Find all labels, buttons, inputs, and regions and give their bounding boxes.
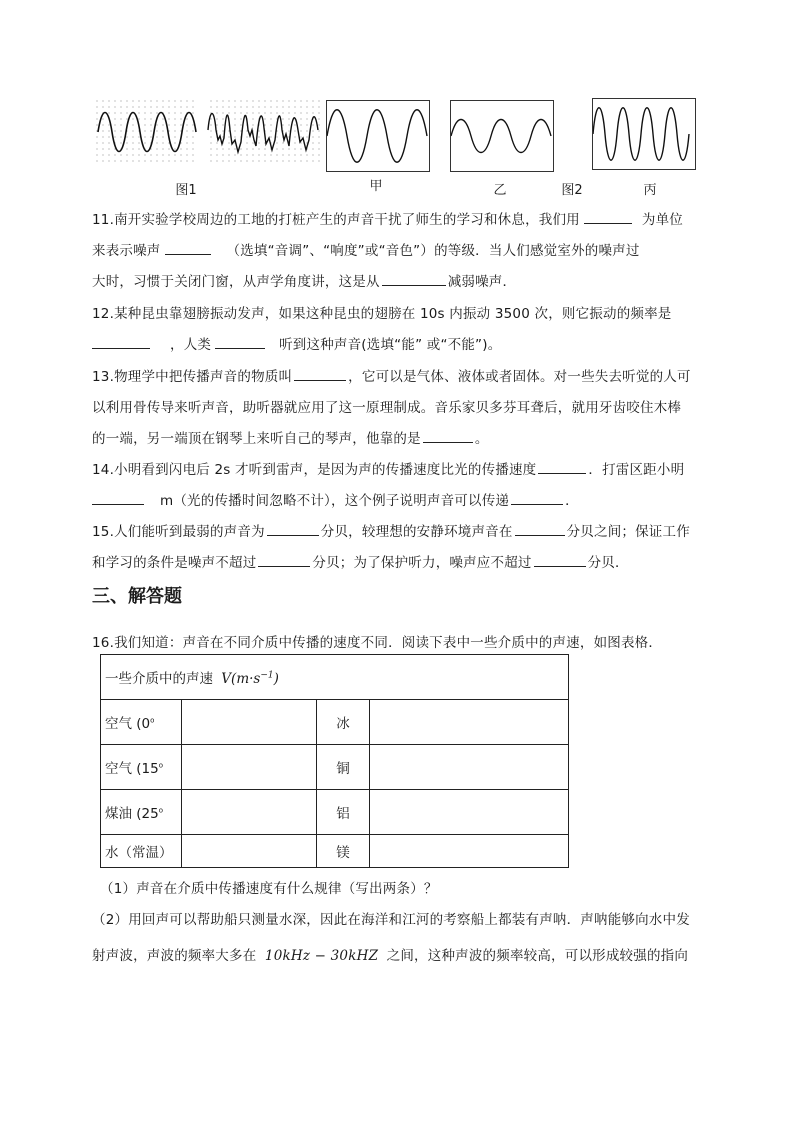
q12-line-1: 12.某种昆虫靠翅膀振动发声，如果这种昆虫的翅膀在 10s 内振动 3500 次，则它振动的频率是 bbox=[92, 306, 672, 322]
q12-line-2: ，人类 听到这种声音(选填“能” 或“不能”)。 bbox=[92, 333, 501, 353]
medium-cell: 铝 bbox=[317, 790, 370, 835]
q14-line-1: 14.小明看到闪电后 2s 才听到雷声，是因为声的传播速度比光的传播速度 ．打雷区距小明 bbox=[92, 458, 684, 478]
value-cell bbox=[182, 700, 317, 745]
q13-blank-1[interactable] bbox=[294, 366, 346, 381]
medium-cell: 空气 (15$^o$ bbox=[101, 745, 182, 790]
q11-blank-2[interactable] bbox=[165, 240, 211, 255]
q16-sub2-line-1: （2）用回声可以帮助船只测量水深，因此在海洋和江河的考察船上都装有声呐．声呐能够向水中发 bbox=[92, 912, 690, 928]
q14-line-2: m（光的传播时间忽略不计），这个例子说明声音可以传递 ． bbox=[92, 489, 579, 509]
value-cell bbox=[370, 790, 569, 835]
figure-yi-frame bbox=[450, 100, 554, 172]
value-cell bbox=[182, 835, 317, 868]
q14-blank-1[interactable] bbox=[538, 459, 586, 474]
medium-cell: 冰 bbox=[317, 700, 370, 745]
q13-blank-2[interactable] bbox=[423, 428, 473, 443]
bing-waveform bbox=[593, 99, 695, 169]
table-row bbox=[101, 790, 569, 835]
figure-bing-frame bbox=[592, 98, 696, 170]
yi-waveform bbox=[451, 101, 553, 171]
q11-line-2: 来表示噪声 （选填“音调”、“响度”或“音色”）的等级．当人们感觉室外的噪声过 bbox=[92, 239, 640, 259]
q15-blank-1[interactable] bbox=[267, 521, 319, 536]
value-cell bbox=[182, 745, 317, 790]
value-cell bbox=[370, 835, 569, 868]
q16-sub1: （1）声音在介质中传播速度有什么规律（写出两条）？ bbox=[100, 881, 438, 897]
q14-blank-2[interactable] bbox=[92, 490, 144, 505]
q15-blank-4[interactable] bbox=[534, 552, 586, 567]
sound-speed-table bbox=[100, 654, 569, 868]
jia-waveform bbox=[327, 101, 429, 171]
medium-cell: 煤油 (25$^o$ bbox=[101, 790, 182, 835]
figure-jia-label: 甲 bbox=[369, 179, 383, 194]
medium-cell: 铜 bbox=[317, 745, 370, 790]
table-title-cell: 一些介质中的声速 $V(m\cdot s^{-1})$ bbox=[101, 655, 569, 700]
q15-blank-2[interactable] bbox=[515, 521, 565, 536]
q11-blank-1[interactable] bbox=[584, 209, 632, 224]
q14-blank-3[interactable] bbox=[511, 490, 563, 505]
section-title: 三、解答题 bbox=[92, 586, 182, 607]
q11-line-1: 11.南开实验学校周边的工地的打桩产生的声音干扰了师生的学习和休息，我们用 为单位 bbox=[92, 208, 683, 228]
table-row bbox=[101, 745, 569, 790]
figure-jia-frame bbox=[326, 100, 430, 172]
q15-line-1: 15.人们能听到最弱的声音为 分贝，较理想的安静环境声音在 分贝之间；保证工作 bbox=[92, 520, 690, 540]
q15-blank-3[interactable] bbox=[258, 552, 310, 567]
table-row bbox=[101, 700, 569, 745]
q12-blank-2[interactable] bbox=[215, 334, 265, 349]
table-unit: $V(m\cdot s^{-1})$ bbox=[221, 670, 279, 687]
q13-line-1: 13.物理学中把传播声音的物质叫 ，它可以是气体、液体或者固体。对一些失去听觉的人可 bbox=[92, 365, 691, 385]
q16-sub2-line-2: 射声波，声波的频率大多在 10kHz − 30kHZ 之间，这种声波的频率较高，可以形成较强的指向 bbox=[92, 948, 689, 964]
figure-2-label: 图2 bbox=[561, 183, 583, 198]
q13-line-3: 的一端，另一端顶在钢琴上来听自己的琴声，他靠的是 。 bbox=[92, 427, 489, 447]
value-cell bbox=[182, 790, 317, 835]
q11-line-3: 大时，习惯于关闭门窗，从声学角度讲，这是从 减弱噪声． bbox=[92, 270, 516, 290]
figure-1-label: 图1 bbox=[175, 183, 197, 198]
q12-blank-1[interactable] bbox=[92, 334, 150, 349]
medium-cell: 水（常温） bbox=[101, 835, 182, 868]
value-cell bbox=[370, 700, 569, 745]
q13-line-2: 以利用骨传导来听声音，助听器就应用了这一原理制成。音乐家贝多芬耳聋后，就用牙齿咬住木棒 bbox=[92, 400, 682, 416]
q11-blank-3[interactable] bbox=[382, 271, 446, 286]
table-header-row bbox=[101, 655, 569, 700]
medium-cell: 镁 bbox=[317, 835, 370, 868]
table-row bbox=[101, 835, 569, 868]
q16-intro: 16.我们知道：声音在不同介质中传播的速度不同．阅读下表中一些介质中的声速，如图表格． bbox=[92, 635, 663, 651]
figure-1-waveforms bbox=[96, 100, 320, 164]
value-cell bbox=[370, 745, 569, 790]
frequency-formula: 10kHz − 30kHZ bbox=[264, 948, 379, 964]
figure-yi-label: 乙 bbox=[493, 183, 507, 198]
medium-cell: 空气 (0$^o$ bbox=[101, 700, 182, 745]
figure-bing-label: 丙 bbox=[643, 183, 657, 198]
q15-line-2: 和学习的条件是噪声不超过 分贝；为了保护听力，噪声应不超过 分贝． bbox=[92, 551, 629, 571]
